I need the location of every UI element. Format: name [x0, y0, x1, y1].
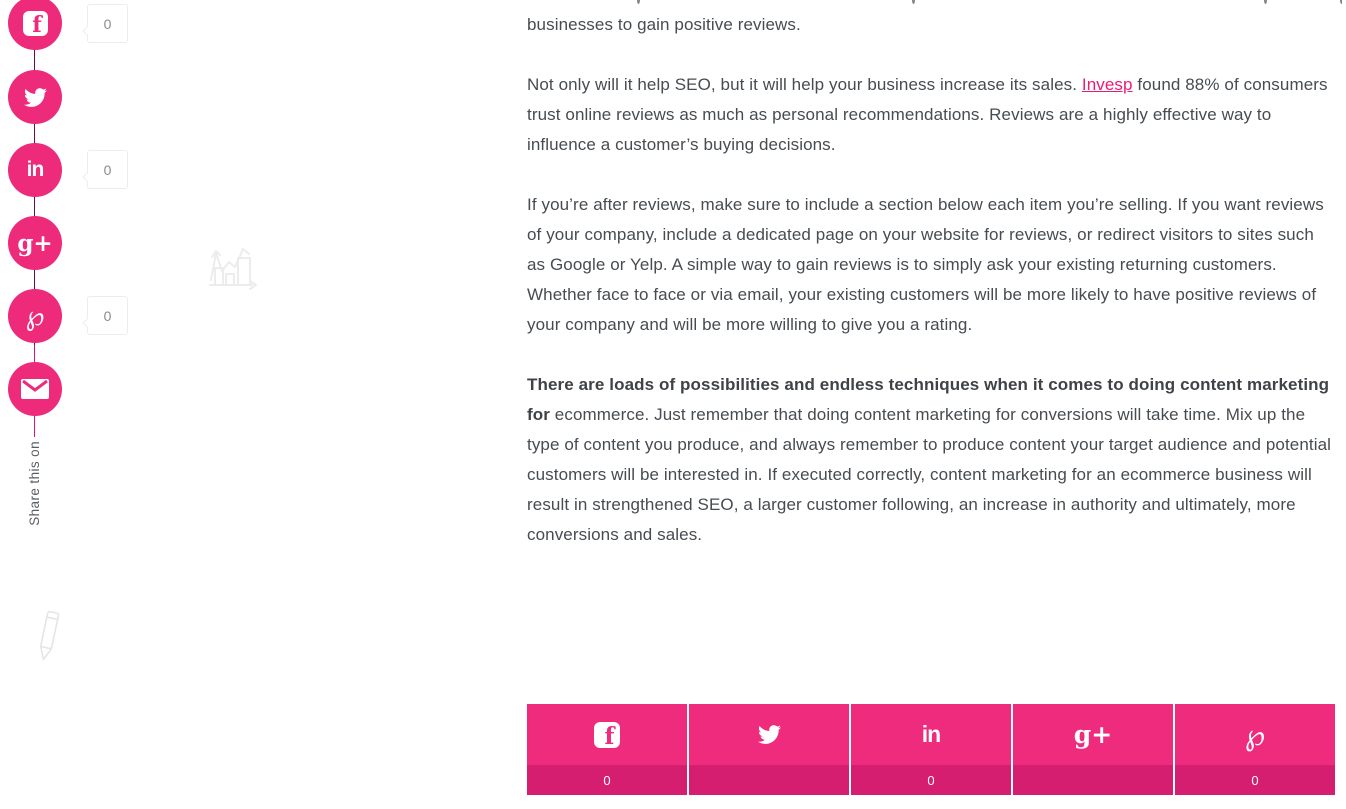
twitter-share-count	[689, 765, 849, 795]
linkedin-icon: in	[26, 158, 44, 181]
sharebar-googleplus-button[interactable]	[1013, 704, 1175, 795]
pencil-sketch-icon	[34, 608, 64, 664]
descender-mark	[637, 0, 640, 4]
linkedin-share-count: 0	[87, 150, 128, 189]
clipped-text-line	[527, 0, 1342, 6]
share-this-on-label: Share this on	[27, 441, 42, 526]
pinterest-share-count: 0	[1175, 765, 1335, 795]
facebook-share-count: 0	[87, 4, 128, 43]
facebook-icon: f	[594, 722, 620, 748]
linkedin-share-count: 0	[851, 765, 1011, 795]
share-googleplus-button[interactable]	[8, 216, 62, 270]
facebook-share-count: 0	[527, 765, 687, 795]
pinterest-icon: ℘	[1244, 717, 1266, 752]
twitter-icon	[22, 86, 49, 109]
twitter-icon	[756, 723, 783, 746]
paragraph: businesses to gain positive reviews.	[527, 15, 801, 34]
share-twitter-button[interactable]	[8, 70, 62, 124]
sharebar-linkedin-button[interactable]	[851, 704, 1013, 795]
bottom-share-bar	[527, 704, 1335, 795]
paragraph: If you’re after reviews, make sure to include a section below each item you’re selling. If you want reviews of your company, include a dedicated page on your website for reviews, or redirect visitors to sites such as Google or Yelp. A simple way to gain reviews is to simply ask your existing returning customers. Whether face to face or via email, your existing customers will be more likely to have positive reviews of your company and will be more willing to give you a rating.	[527, 195, 1324, 334]
sharebar-facebook-button[interactable]	[527, 704, 689, 795]
pinterest-icon: ℘	[25, 300, 45, 332]
sharebar-pinterest-button[interactable]	[1175, 704, 1335, 795]
article-body	[527, 10, 1334, 580]
invesp-link[interactable]: Invesp	[1081, 75, 1133, 94]
descender-mark	[912, 0, 915, 4]
share-pinterest-button[interactable]	[8, 289, 62, 343]
googleplus-icon: g+	[17, 229, 53, 257]
facebook-icon: f	[23, 11, 48, 36]
share-linkedin-button[interactable]	[8, 143, 62, 197]
sharebar-twitter-button[interactable]	[689, 704, 851, 795]
share-email-button[interactable]	[8, 362, 62, 416]
pinterest-share-count: 0	[87, 296, 128, 335]
descender-mark	[1264, 0, 1267, 4]
linkedin-icon: in	[921, 721, 941, 747]
googleplus-share-count	[1013, 765, 1173, 795]
share-facebook-button[interactable]	[8, 0, 62, 50]
email-icon	[21, 379, 49, 399]
descender-mark	[1340, 0, 1342, 4]
paragraph: There are loads of possibilities and endless techniques when it comes to doing content marketing for ecommerce. Just remember that doing content marketing for conversions will take time. Mix up the type of content you produce, and always remember to produce content your target audience and potential customers will be interested in. If executed correctly, content marketing for an ecommerce business will result in strengthened SEO, a larger customer following, an increase in authority and ultimately, more conversions and sales.	[527, 375, 1332, 544]
googleplus-icon: g+	[1073, 720, 1113, 749]
paragraph: Not only will it help SEO, but it will help your business increase its sales. Invesp found 88% of consumers trust online reviews as much as personal recommendations. Reviews are a highly effective way to influence a customer’s buying decisions.	[527, 75, 1328, 154]
bar-chart-sketch-icon	[207, 246, 259, 290]
